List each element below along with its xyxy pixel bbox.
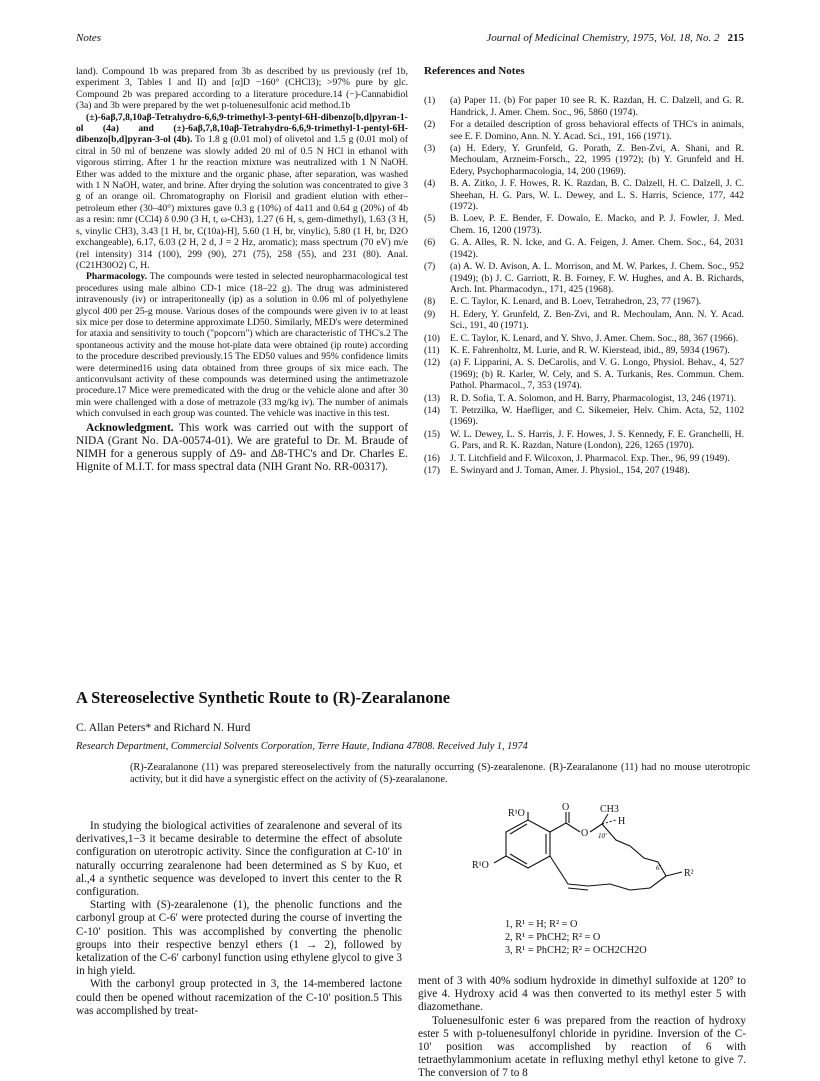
compound-label: 3, R¹ = PhCH2; R² = OCH2CH2O [505, 945, 647, 956]
acknowledgment-paragraph [76, 422, 408, 475]
reference-number: (12) [424, 357, 440, 369]
reference-item [424, 453, 744, 464]
reference-text: E. Swinyard and J. Toman, Amer. J. Physiol., 154, 207 (1948). [450, 465, 690, 476]
journal-citation: Journal of Medicinal Chemistry, 1975, Vol. 18, No. 2 [486, 32, 720, 44]
reference-text: B. A. Zitko, J. F. Howes, R. K. Razdan, B. C. Dalzell, H. C. Dalzell, J. C. Sheehan, H. G. Pars, W. L. Dewey, and L. S. Harris, Science, 177, 442 (1972). [450, 178, 744, 213]
reference-item [424, 261, 744, 295]
reference-number: (2) [424, 119, 436, 131]
article-abstract: (R)-Zearalanone (11) was prepared stereoselectively from the naturally occurring (S)-zearalenone. (R)-Zearalanone (11) had no mouse uterotropic activity, but it did have a synergistic effect on the activity of (S)-zearalanone. [130, 762, 750, 786]
article-affiliation: Research Department, Commercial Solvents Corporation, Terre Haute, Indiana 47808. Received July 1, 1974 [76, 741, 528, 752]
compound-label: 1, R¹ = H; R² = O [505, 919, 578, 930]
pharmacology-text: The compounds were tested in selected neuropharmacological test procedures using male albino CD-1 mice (18–22 g). The drug was administered intravenously (iv) or intraperitoneally (ip) as a solution in 0.06 ml of polyethylene glycol 400 per 25-g mouse. Various doses of the compounds were given iv to at least six mice per dose to determine approximate LD50. Similarly, MED's were determined for ataxia and sensitivity to touch ("popcorn") which are characteristic of THC's.2 The spontaneous activity and the mouse hot-plate data were obtained (ip route) according to the procedure described previously.15 The ED50 values and 95% confidence limits were determined16 using data obtained from three groups of six mice each. The anticonvulsant activity of these compounds was determined using the antimetrazole procedure.17 Mice were premedicated with the drug or the vehicle alone and after 30 min were challenged with a dose of metrazole (33 mg/kg iv). The number of animals which convulsed in each group was counted. The vehicle was inactive in this test. [76, 271, 408, 420]
aryl-olefin-bond [550, 856, 568, 884]
phenol-bond [494, 856, 506, 863]
reference-number: (13) [424, 392, 440, 404]
reference-text: E. C. Taylor, K. Lenard, and B. Loev, Tetrahedron, 23, 77 (1967). [450, 296, 702, 308]
reference-item [424, 429, 744, 452]
reference-item [424, 465, 744, 476]
pharmacology-paragraph [76, 271, 408, 419]
label-r1o-top: R¹O [508, 808, 525, 819]
reference-number: (4) [424, 178, 436, 190]
reference-text: (a) F. Lipparini, A. S. DeCarolis, and V. G. Longo, Physiol. Behav., 4, 527 (1969); (b) R. Karler, W. Cely, and S. A. Turkanis, Res. Commun. Chem. Pathol. Pharmacol., 7, 353 (1974). [450, 357, 744, 392]
label-r2: R² [684, 868, 694, 879]
reference-text: J. T. Litchfield and F. Wilcoxon, J. Pharmacol. Exp. Ther., 96, 99 (1949). [450, 452, 730, 464]
macrocycle-chain [588, 876, 666, 890]
reference-item [424, 213, 744, 236]
reference-text: T. Petrzilka, W. Haefliger, and C. Sikemeier, Helv. Chim. Acta, 52, 1102 (1969). [450, 404, 744, 428]
reference-item [424, 309, 744, 332]
article-body-left [76, 820, 402, 1018]
reference-item [424, 119, 744, 142]
reference-text: B. Loev, P. E. Bender, F. Dowalo, E. Macko, and P. J. Fowler, J. Med. Chem. 16, 1200 (1973). [450, 213, 744, 236]
reference-text: (a) Paper 11. (b) For paper 10 see R. K. Razdan, H. C. Dalzell, and G. R. Handrick, J. Amer. Chem. Soc., 96, 5860 (1974). [450, 95, 744, 118]
page-number: 215 [727, 32, 744, 44]
acknowledgment-text: This work was carried out with the support of NIDA (Grant No. DA-00574-01). We are grateful to Dr. M. Braude of NIMH for a generous supply of Δ9- and Δ8-THC's and Dr. Charles E. Hignite of M.I.T. for mass spectral data (NIH Grant No. RR-00317). [76, 421, 408, 474]
compound-labels [505, 918, 647, 957]
running-head-section: Notes [76, 32, 102, 44]
body-paragraph: With the carbonyl group protected in 3, the 14-membered lactone could then be opened without racemization of the C-10′ position.5 This was accomplished by treat- [76, 978, 402, 1017]
reference-item [424, 393, 744, 404]
compound-heading: (±)-6aβ,7,8,10aβ-Tetrahydro-6,6,9-trimethyl-3-pentyl-6H-dibenzo[b,d]pyran-1-ol (4a) and (±)-6aβ,7,8,10aβ-Tetrahydro-6,6,9-trimethyl-1-pentyl-6H-dibenzo[b,d]pyran-3-ol (4b). [76, 111, 408, 146]
references-heading: References and Notes [424, 65, 525, 77]
ketal-bond [666, 872, 682, 876]
reference-item [424, 333, 744, 344]
reference-item [424, 178, 744, 212]
references-column [424, 66, 744, 477]
body-paragraph: In studying the biological activities of zearalenone and several of its derivatives,1−3 it became desirable to determine the effect of absolute configuration on uterotropic activity. Since the configuration at C-10′ in naturally occurring zearalenone had been determined as S by Kuo, et al.,4 a synthetic sequence was developed to invert this center to the R configuration. [76, 820, 402, 899]
procedure-text: To 1.8 g (0.01 mol) of olivetol and 1.5 g (0.01 mol) of citral in 50 ml of benzene was slowly added 20 ml of 0.5 N HCl in ethanol with vigorous stirring. After 1 hr the reaction mixture was neutralized with 1 N NaOH. Ether was added to the mixture and the organic phase, after separation, was washed with 1 N NaOH, water, and brine. After drying the solution was concentrated to give 3 g of an orange oil. Chromatography on Florisil and gradient elution with ether–petroleum ether (30–40°) mixtures gave 0.3 g (10%) of 4a11 and 0.64 g (20%) of 4b as a resin: nmr (CCl4) δ 0.90 (3 H, t, ω-CH3), 1.27 (6 H, s, gem-dimethyl), 1.63 (3 H, s, vinylic CH3), 3.43 [1 H, br, C(10a)-H], 5.60 (1 H, br, vinylic), 5.80 (1 H, br, D2O exchangeable), 6.17, 6.03 (2 H, 2 d, J = 2 Hz, aromatic); mass spectrum (70 eV) m/e (rel intensity) 314 (100), 299 (90), 271 (75), 258 (55), and 231 (80). Anal. (C21H30O2) C, H. [76, 134, 408, 271]
reference-text: W. L. Dewey, L. S. Harris, J. F. Howes, J. S. Kennedy, F. E. Granchelli, H. G. Pars, and R. K. Razdan, Nature (London), 226, 1265 (1970). [450, 428, 744, 452]
label-h: H [618, 816, 626, 827]
reference-item [424, 143, 744, 177]
reference-item [424, 237, 744, 260]
reference-number: (9) [424, 308, 436, 320]
reference-number: (15) [424, 428, 440, 440]
body-paragraph: Toluenesulfonic ester 6 was prepared from the reaction of hydroxy ester 5 with p-toluenesulfonyl chloride in pyridine. Inversion of the C-10′ position was accomplished by reaction of 6 with tetraethylammonium acetate in refluxing methyl ethyl ketone to give 7. The conversion of 7 to 8 [418, 1014, 746, 1080]
olefin-bond [568, 884, 588, 886]
reference-number: (1) [424, 95, 436, 107]
article-title: A Stereoselective Synthetic Route to (R)-Zearalanone [76, 688, 451, 707]
olefin-double-bond [568, 888, 588, 890]
acknowledgment-heading: Acknowledgment. [86, 421, 174, 434]
reference-number: (5) [424, 213, 436, 225]
label-carbonyl-o: O [562, 802, 570, 813]
reference-item [424, 345, 744, 356]
reference-number: (16) [424, 452, 440, 464]
article-body-right [418, 975, 746, 1081]
reference-list [424, 95, 744, 476]
running-head-journal [486, 32, 744, 44]
reference-text: R. D. Sofia, T. A. Solomon, and H. Barry, Pharmacologist, 13, 246 (1971). [450, 392, 737, 404]
reference-number: (11) [424, 344, 440, 356]
reference-text: K. E. Fahrenholtz, M. Lurie, and R. W. Kierstead, ibid., 89, 5934 (1967). [450, 344, 730, 356]
experimental-paragraph-1: land). Compound 1b was prepared from 3b as described by us previously (ref 1b, experiment 3, Tables I and II) and [α]D −160° (CHCl3); >97% pure by glc. Compound 2b was prepared according to a literature procedure.14 (−)-Cannabidiol (3a) and 3b were prepared by the wet p-toluenesulfonic acid method.1b [76, 66, 408, 112]
reference-number: (6) [424, 237, 436, 249]
reference-text: For a detailed description of gross behavioral effects of THC's in animals, see E. F. Domino, Ann. N. Y. Acad. Sci., 191, 166 (1971). [450, 119, 744, 142]
article-authors: C. Allan Peters* and Richard N. Hurd [76, 722, 251, 734]
reference-number: (7) [424, 261, 436, 273]
label-ch3: CH3 [600, 804, 619, 815]
benzene-ring [506, 820, 550, 868]
experimental-paragraph-2 [76, 112, 408, 272]
label-c6: 6′ [656, 864, 662, 872]
ester-bond [566, 823, 580, 832]
reference-number: (17) [424, 465, 440, 476]
reference-text: H. Edery, Y. Grunfeld, Z. Ben-Zvi, and R. Mechoulam, Ann. N. Y. Acad. Sci., 191, 40 (1971). [450, 308, 744, 332]
reference-number: (10) [424, 332, 440, 344]
reference-number: (8) [424, 296, 436, 308]
label-r1o-left: R¹O [472, 860, 489, 871]
reference-item [424, 357, 744, 391]
body-paragraph: Starting with (S)-zearalenone (1), the phenolic functions and the carbonyl group at C-6′ were protected during the course of inverting the C-10′ position. This was accomplished by converting the phenolic groups into their respective benzyl ethers (1 → 2), followed by ketalization of the C-6′ carbonyl function using ethylene glycol to give 3 in high yield. [76, 899, 402, 978]
reference-number: (14) [424, 404, 440, 416]
label-ring-o: O [581, 828, 589, 839]
reference-item [424, 296, 744, 307]
body-paragraph: ment of 3 with 40% sodium hydroxide in dimethyl sulfoxide at 120° to give 4. Hydroxy acid 4 was then converted to its methyl ester 5 with diazomethane. [418, 975, 746, 1014]
pharmacology-heading: Pharmacology. [86, 271, 148, 283]
reference-text: G. A. Alles, R. N. Icke, and G. A. Feigen, J. Amer. Chem. Soc., 64, 2031 (1942). [450, 237, 744, 260]
compound-label: 2, R¹ = PhCH2; R² = O [505, 932, 601, 943]
reference-number: (3) [424, 143, 436, 155]
zearalenone-structure-diagram [460, 802, 710, 918]
reference-item [424, 405, 744, 428]
label-c10: 10′ [598, 832, 607, 840]
reference-text: E. C. Taylor, K. Lenard, and Y. Shvo, J. Amer. Chem. Soc., 88, 367 (1966). [450, 332, 739, 344]
notes-left-column [76, 66, 408, 474]
reference-text: (a) H. Edery, Y. Grunfeld, G. Porath, Z. Ben-Zvi, A. Shani, and R. Mechoulam, Arzneim-Forsch., 22, 1995 (1972); (b) Y. Grunfeld and H. Edery, Psychopharmacologia, 14, 200 (1969). [450, 143, 744, 177]
lactone-bond [590, 824, 602, 832]
carbonyl-bond [550, 823, 566, 832]
reference-item [424, 95, 744, 118]
reference-text: (a) A. W. D. Avison, A. L. Morrison, and M. W. Parkes, J. Chem. Soc., 952 (1949); (b) J. C. Garriott, R. B. Forney, F. W. Hughes, and A. B. Richards, Arch. Int. Pharmacodyn., 171, 425 (1968). [450, 261, 744, 295]
